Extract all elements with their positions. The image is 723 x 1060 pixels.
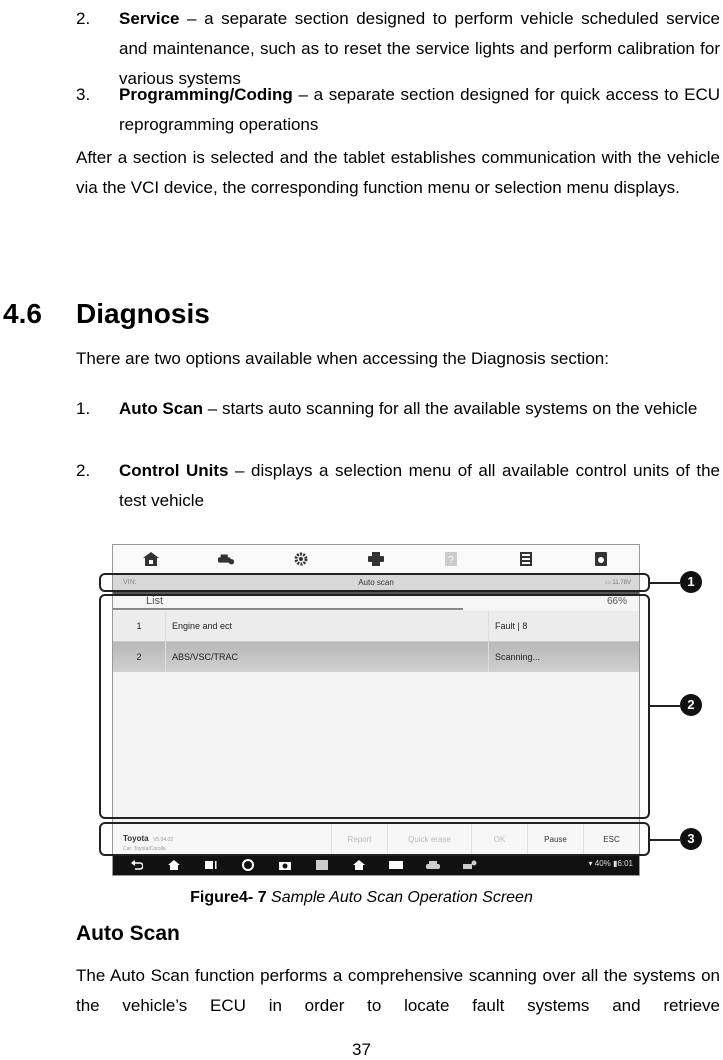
section-intro: There are two options available when accessing the Diagnosis section: <box>76 349 609 368</box>
print-icon[interactable] <box>367 550 385 568</box>
scan-progress-percent: 66% <box>606 596 627 607</box>
description: – displays a selection menu of all available control units of the test vehicle <box>119 461 720 510</box>
figure-title: Sample Auto Scan Operation Screen <box>266 889 533 906</box>
quick-erase-button[interactable]: Quick erase <box>387 824 471 856</box>
camera-icon[interactable] <box>272 858 298 872</box>
voltage-value: 11.78V <box>612 580 631 586</box>
callout-bracket-2 <box>99 594 650 819</box>
callout-leader-3 <box>650 839 680 841</box>
system-name: ABS/VSC/TRAC <box>166 642 489 672</box>
software-version: V5.04.02 <box>153 837 174 843</box>
battery-icon: ▮ <box>613 859 618 868</box>
description: – starts auto scanning for all the available systems on the vehicle <box>203 399 698 418</box>
vehicle-model: Car: Toyota/Corolla <box>123 846 166 852</box>
system-name: Engine and ect <box>166 611 489 641</box>
list-number: 2. <box>76 9 91 28</box>
save-icon[interactable] <box>517 550 535 568</box>
description: – a separate section designed to perform vehicle scheduled service and maintenance, such as to reset the service lights and perform calibration for various systems <box>119 9 720 88</box>
list-number: 1. <box>76 399 91 418</box>
callout-leader-1 <box>650 582 680 584</box>
list-item-auto-scan <box>119 394 720 424</box>
description: – a separate section designed for quick access to ECU reprogramming operations <box>119 85 720 134</box>
callout-marker-2: 2 <box>680 694 702 716</box>
section-number: 4.6 <box>3 298 42 329</box>
car-battery-icon: ▭ <box>605 580 613 586</box>
svg-text:?: ? <box>448 555 454 566</box>
subsection-title: Auto Scan <box>76 922 180 945</box>
figure-label: Figure4- 7 <box>190 889 267 906</box>
maxisys-home-icon[interactable] <box>346 858 372 872</box>
report-button[interactable]: Report <box>331 824 387 856</box>
callout-bracket-3 <box>99 822 650 856</box>
pause-button[interactable]: Pause <box>527 824 583 856</box>
subsection-paragraph: The Auto Scan function performs a comprehensive scanning over all the systems on the vehicle’s ECU in order to locate fault systems and retrieve <box>76 966 720 1015</box>
intro-paragraph: After a section is selected and the tablet establishes communication with the vehicle via the VCI device, the corresponding function menu or selection menu displays. <box>76 148 720 197</box>
settings-icon[interactable] <box>292 550 310 568</box>
callout-marker-1: 1 <box>680 571 702 593</box>
figure-caption <box>0 889 723 907</box>
status-area <box>589 859 633 868</box>
top-toolbar <box>113 545 639 575</box>
term: Programming/Coding <box>119 85 293 104</box>
term: Service <box>119 9 180 28</box>
row-index: 1 <box>113 611 166 641</box>
vehicle-icon[interactable] <box>420 858 446 872</box>
recent-apps-icon[interactable] <box>198 858 224 872</box>
browser-icon[interactable] <box>235 858 261 872</box>
list-label: List <box>146 595 164 607</box>
callout-marker-3: 3 <box>680 828 702 850</box>
vehicle-make: Toyota <box>123 834 149 843</box>
shop-manager-icon[interactable] <box>457 858 483 872</box>
term: Control Units <box>119 461 229 480</box>
screen-title: Auto scan <box>358 578 394 587</box>
list-item-programming <box>119 80 720 140</box>
vin-label: VIN: <box>123 579 137 586</box>
ok-button[interactable]: OK <box>471 824 527 856</box>
row-index: 2 <box>113 642 166 672</box>
home-icon[interactable] <box>142 550 160 568</box>
wifi-icon: ▾ <box>588 859 595 868</box>
page-number: 37 <box>352 1040 371 1059</box>
vci-icon[interactable] <box>383 858 409 872</box>
system-status: Fault | 8 <box>495 621 528 631</box>
term: Auto Scan <box>119 399 204 418</box>
battery-percent: 40% <box>594 859 611 868</box>
list-number: 3. <box>76 85 91 104</box>
screenshot-icon[interactable] <box>309 858 335 872</box>
callout-leader-2 <box>650 705 680 707</box>
back-icon[interactable] <box>124 858 150 872</box>
help-icon[interactable] <box>442 550 460 568</box>
list-number: 2. <box>76 461 91 480</box>
data-logging-icon[interactable] <box>592 550 610 568</box>
vehicle-swap-icon[interactable] <box>217 550 235 568</box>
android-system-bar <box>113 855 639 875</box>
system-status: Scanning... <box>495 652 541 662</box>
clock: 6:01 <box>617 859 633 868</box>
esc-button[interactable]: ESC <box>583 824 639 856</box>
section-title: Diagnosis <box>76 298 210 329</box>
android-home-icon[interactable] <box>161 858 187 872</box>
callout-bracket-1 <box>99 573 650 592</box>
list-item-control-units <box>119 456 720 516</box>
